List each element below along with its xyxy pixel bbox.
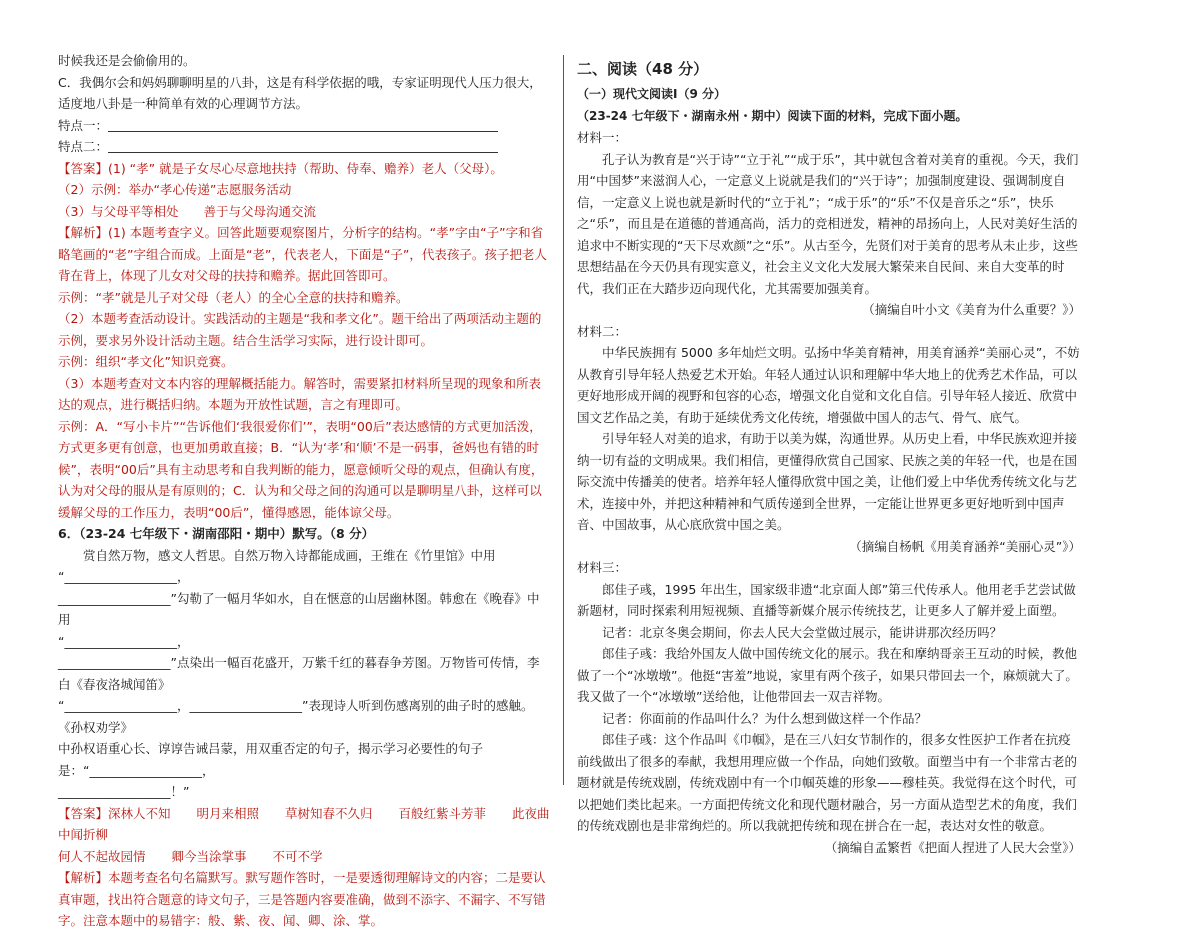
answer-2: （2）示例：举办“孝心传递”志愿服务活动: [58, 182, 292, 197]
source-line: （23-24 七年级下・湖南永州・期中）阅读下面的材料，完成下面小题。: [577, 108, 968, 123]
material-1-text: 孔子认为教育是“兴于诗”“立于礼”“成于乐”，其中就包含着对美育的重视。今天，我们用“中国梦”来滋润人心，一定意义上说就是我们的“兴于诗”；加强制度建设、强调制度自信，一定意义上说也就是新时代的“立于礼”；“成于乐”的“乐”不仅是音乐之“乐”，快乐之“乐”，而且是在道德的普通高尚，活力的竞相迸发，精神的昂扬向上，人民对美好生活的追求中不断实现的“天下尽欢颜”之“乐”。从古至今，先贤们对于美育的思考从未止步，这些思想结晶在今天仍具有现实意义，社会主义文化大发展大繁荣来自民间、来自大变革的时代，我们正在大踏步迈向现代化，尤其需要加强美育。: [577, 151, 1079, 296]
material-3-para-4: 记者：你面前的作品叫什么？为什么想到做这样一个作品？: [602, 710, 928, 726]
feature-1-label: 特点一：: [58, 117, 109, 133]
q6-answer: 草树知春不久归: [285, 805, 373, 821]
fill-line: “__________________，__________________”表现诗人听到伤感离别的曲子时的感触。《孙权劝学》: [58, 698, 534, 735]
fill-line: __________________”点染出一幅百花盛开，万紫千红的暮春争芳图。万物皆可传情，李白《春夜洛城闻笛》: [58, 655, 540, 692]
q6-answer: 此夜曲中闻折柳: [58, 805, 550, 842]
material-1-label: 材料一：: [577, 130, 628, 145]
example-3: 示例：A．“写小卡片”“告诉他们‘我很爱你们’”，表明“00后”表达感情的方式更加活泼，方式更多更有创意，也更加勇敢直接；B．“认为‘孝’和‘顺’不是一码事，爸妈也有错的时候”，表明“00后”具有主动思考和自我判断的能力，愿意倾听父母的观点，但确认有度，认为对父母的服从是有原则的；C．认为和父母之间的沟通可以是聊明星八卦，这样可以缓解父母的工作压力，表明“00后”，懂得感恩，能体谅父母。: [58, 418, 544, 520]
fill-line: __________________”勾勒了一幅月华如水，自在惬意的山居幽林图。韩愈在《晚春》中用: [58, 590, 540, 627]
section-title: 二、阅读（48 分）: [577, 60, 709, 78]
material-2-para-1: 中华民族拥有 5000 多年灿烂文明。弘扬中华美育精神，用美育涵养“美丽心灵”，不妨从教育引导年轻人热爱艺术开始。年轻人通过认识和理解中华大地上的优秀艺术作品，可以更好地形成开阔的视野和包容的心态，增强文化自觉和文化自信。引导年轻人接近、欣赏中国文艺作品之美，有助于延续优秀文化传统，增强做中国人的志气、骨气、底气。: [577, 345, 1080, 425]
material-3-para-1: 郎佳子彧，1995 年出生，国家级非遗“北京面人郎”第三代传承人。他用老手艺尝试做新题材，同时探索利用短视频、直播等新媒介展示传统技艺，让更多人了解并爱上面塑。: [577, 581, 1076, 618]
example-1: 示例：“孝”就是儿子对父母（老人）的全心全意的扶持和赡养。: [58, 289, 409, 305]
material-3-para-3: 郎佳子彧：我给外国友人做中国传统文化的展示。我在和摩纳哥亲王互动的时候，教他做了一个“冰墩墩”。他挺“害羞”地说，家里有两个孩子，如果只带回去一个，麻烦就大了。我又做了一个“冰墩墩”送给他，让他带回去一双吉祥物。: [577, 646, 1078, 704]
feature-line-2: [58, 136, 550, 158]
left-column: [58, 50, 550, 932]
material-2-source: （摘编自杨帆《用美育涵养“美丽心灵”》）: [849, 538, 1081, 554]
question-6-title: 6．（23-24 七年级下・湖南邵阳・期中）默写。（8 分）: [58, 526, 375, 541]
q6-answer: 不可不学: [272, 848, 323, 864]
material-3-source: （摘编自孟繁哲《把面人捏进了人民大会堂》）: [824, 839, 1081, 855]
material-3-para-2: 记者：北京冬奥会期间，你去人民大会堂做过展示，能讲讲那次经历吗？: [602, 624, 1003, 640]
material-3-para-5: 郎佳子彧：这个作品叫《巾帼》，是在三八妇女节制作的，很多女性医护工作者在抗疫前线做出了很多的奉献，我想用理应做一个作品，向她们致敬。面塑当中有一个非常古老的题材就是传统戏剧，传统戏剧中有一个巾帼英雄的形象——穆桂英。我觉得在这个时代，可以把她们类比起来。一方面把传统文化和现代题材融合，另一方面从造型艺术的角度，我们的传统戏剧也是非常绚烂的。所以我就把传统和现在拼合在一起，表达对女性的敬意。: [577, 732, 1078, 833]
material-3-label: 材料三：: [577, 560, 628, 575]
fill-line: __________________！”: [58, 784, 190, 799]
answer-blank[interactable]: [108, 117, 498, 132]
feature-line-1: [58, 115, 550, 137]
feature-2-label: 特点二：: [58, 139, 109, 154]
fill-line: “__________________，: [58, 633, 190, 649]
question-6-intro: 赏自然万物，感文人哲思。自然万物入诗都能成画，王维在《竹里馆》中用: [83, 547, 496, 563]
q6-answer: 卿今当涂掌事: [171, 848, 247, 864]
analysis-2: （2）本题考查活动设计。实践活动的主题是“我和孝文化”。题干给出了两项活动主题的示例，要求另外设计活动主题。结合生活学习实际，进行设计即可。: [58, 311, 542, 348]
column-divider: [563, 55, 564, 785]
q6-answers: [58, 803, 550, 846]
q6-answer: 百般红紫斗芳菲: [398, 805, 487, 821]
fill-line: “__________________，: [58, 569, 190, 584]
answer-1: 【答案】(1) “孝” 就是子女尽心尽意地扶持（帮助、侍奉、赡养）老人（父母）。: [58, 160, 503, 176]
analysis-3: （3）本题考查对文本内容的理解概括能力。解答时，需要紧扣材料所呈现的现象和所表达的观点，进行概括归纳。本题为开放性试题，言之有理即可。: [58, 375, 541, 412]
q6-answer: 明月来相照: [196, 805, 260, 821]
q6-analysis: 【解析】本题考查名句名篇默写。默写题作答时，一是要透彻理解诗文的内容；二是要认真审题，找出符合题意的诗文句子，三是答题内容要准确，做到不添字、不漏字、不写错字。注意本题中的易错字：般、紫、夜、闻、卿、涂、掌。: [58, 870, 546, 928]
sub-title: （一）现代文阅读Ⅰ（9 分）: [577, 87, 726, 101]
example-2: 示例：组织“孝文化”知识竞赛。: [58, 354, 234, 369]
analysis-1: 【解析】(1) 本题考查字义。回答此题要观察图片，分析字的结构。“孝”字由“子”字和省略笔画的“老”字组合而成。上面是“老”，代表老人，下面是“子”，代表孩子。孩子把老人背在背上，体现了儿女对父母的扶持和赡养。据此回答即可。: [58, 225, 547, 283]
option-c: C．我偶尔会和妈妈聊聊明星的八卦，这是有科学依据的哦，专家证明现代人压力很大，适度地八卦是一种简单有效的心理调节方法。: [58, 74, 542, 111]
q6-answer: 【答案】深林人不知: [58, 805, 171, 821]
text-line: 时候我还是会偷偷用的。: [58, 53, 196, 68]
answer-blank[interactable]: [108, 138, 498, 153]
material-2-para-2: 引导年轻人对美的追求，有助于以美为媒，沟通世界。从历史上看，中华民族欢迎并接纳一切有益的文明成果。我们相信，更懂得欣赏自己国家、民族之美的年轻一代，也是在国际交流中传播美的使者。培养年轻人懂得欣赏中国之美，让他们爱上中华优秀传统文化与艺术，连接中外，并把这种精神和气质传递到全世界，一定能让世界更多更好地听到中国声音、中国故事，从心底欣赏中国之美。: [577, 431, 1078, 532]
fill-line: 中孙权语重心长、谆谆告诫吕蒙，用双重否定的句子，揭示学习必要性的句子是：“__________________，: [58, 741, 484, 778]
material-2-label: 材料二：: [577, 323, 628, 339]
right-column: [577, 50, 1081, 858]
q6-answer: 何人不起故园情: [58, 848, 146, 864]
answer-3: （3）与父母平等相处 善于与父母沟通交流: [58, 203, 316, 219]
material-1-source: （摘编自叶小文《美育为什么重要？》）: [862, 302, 1081, 317]
